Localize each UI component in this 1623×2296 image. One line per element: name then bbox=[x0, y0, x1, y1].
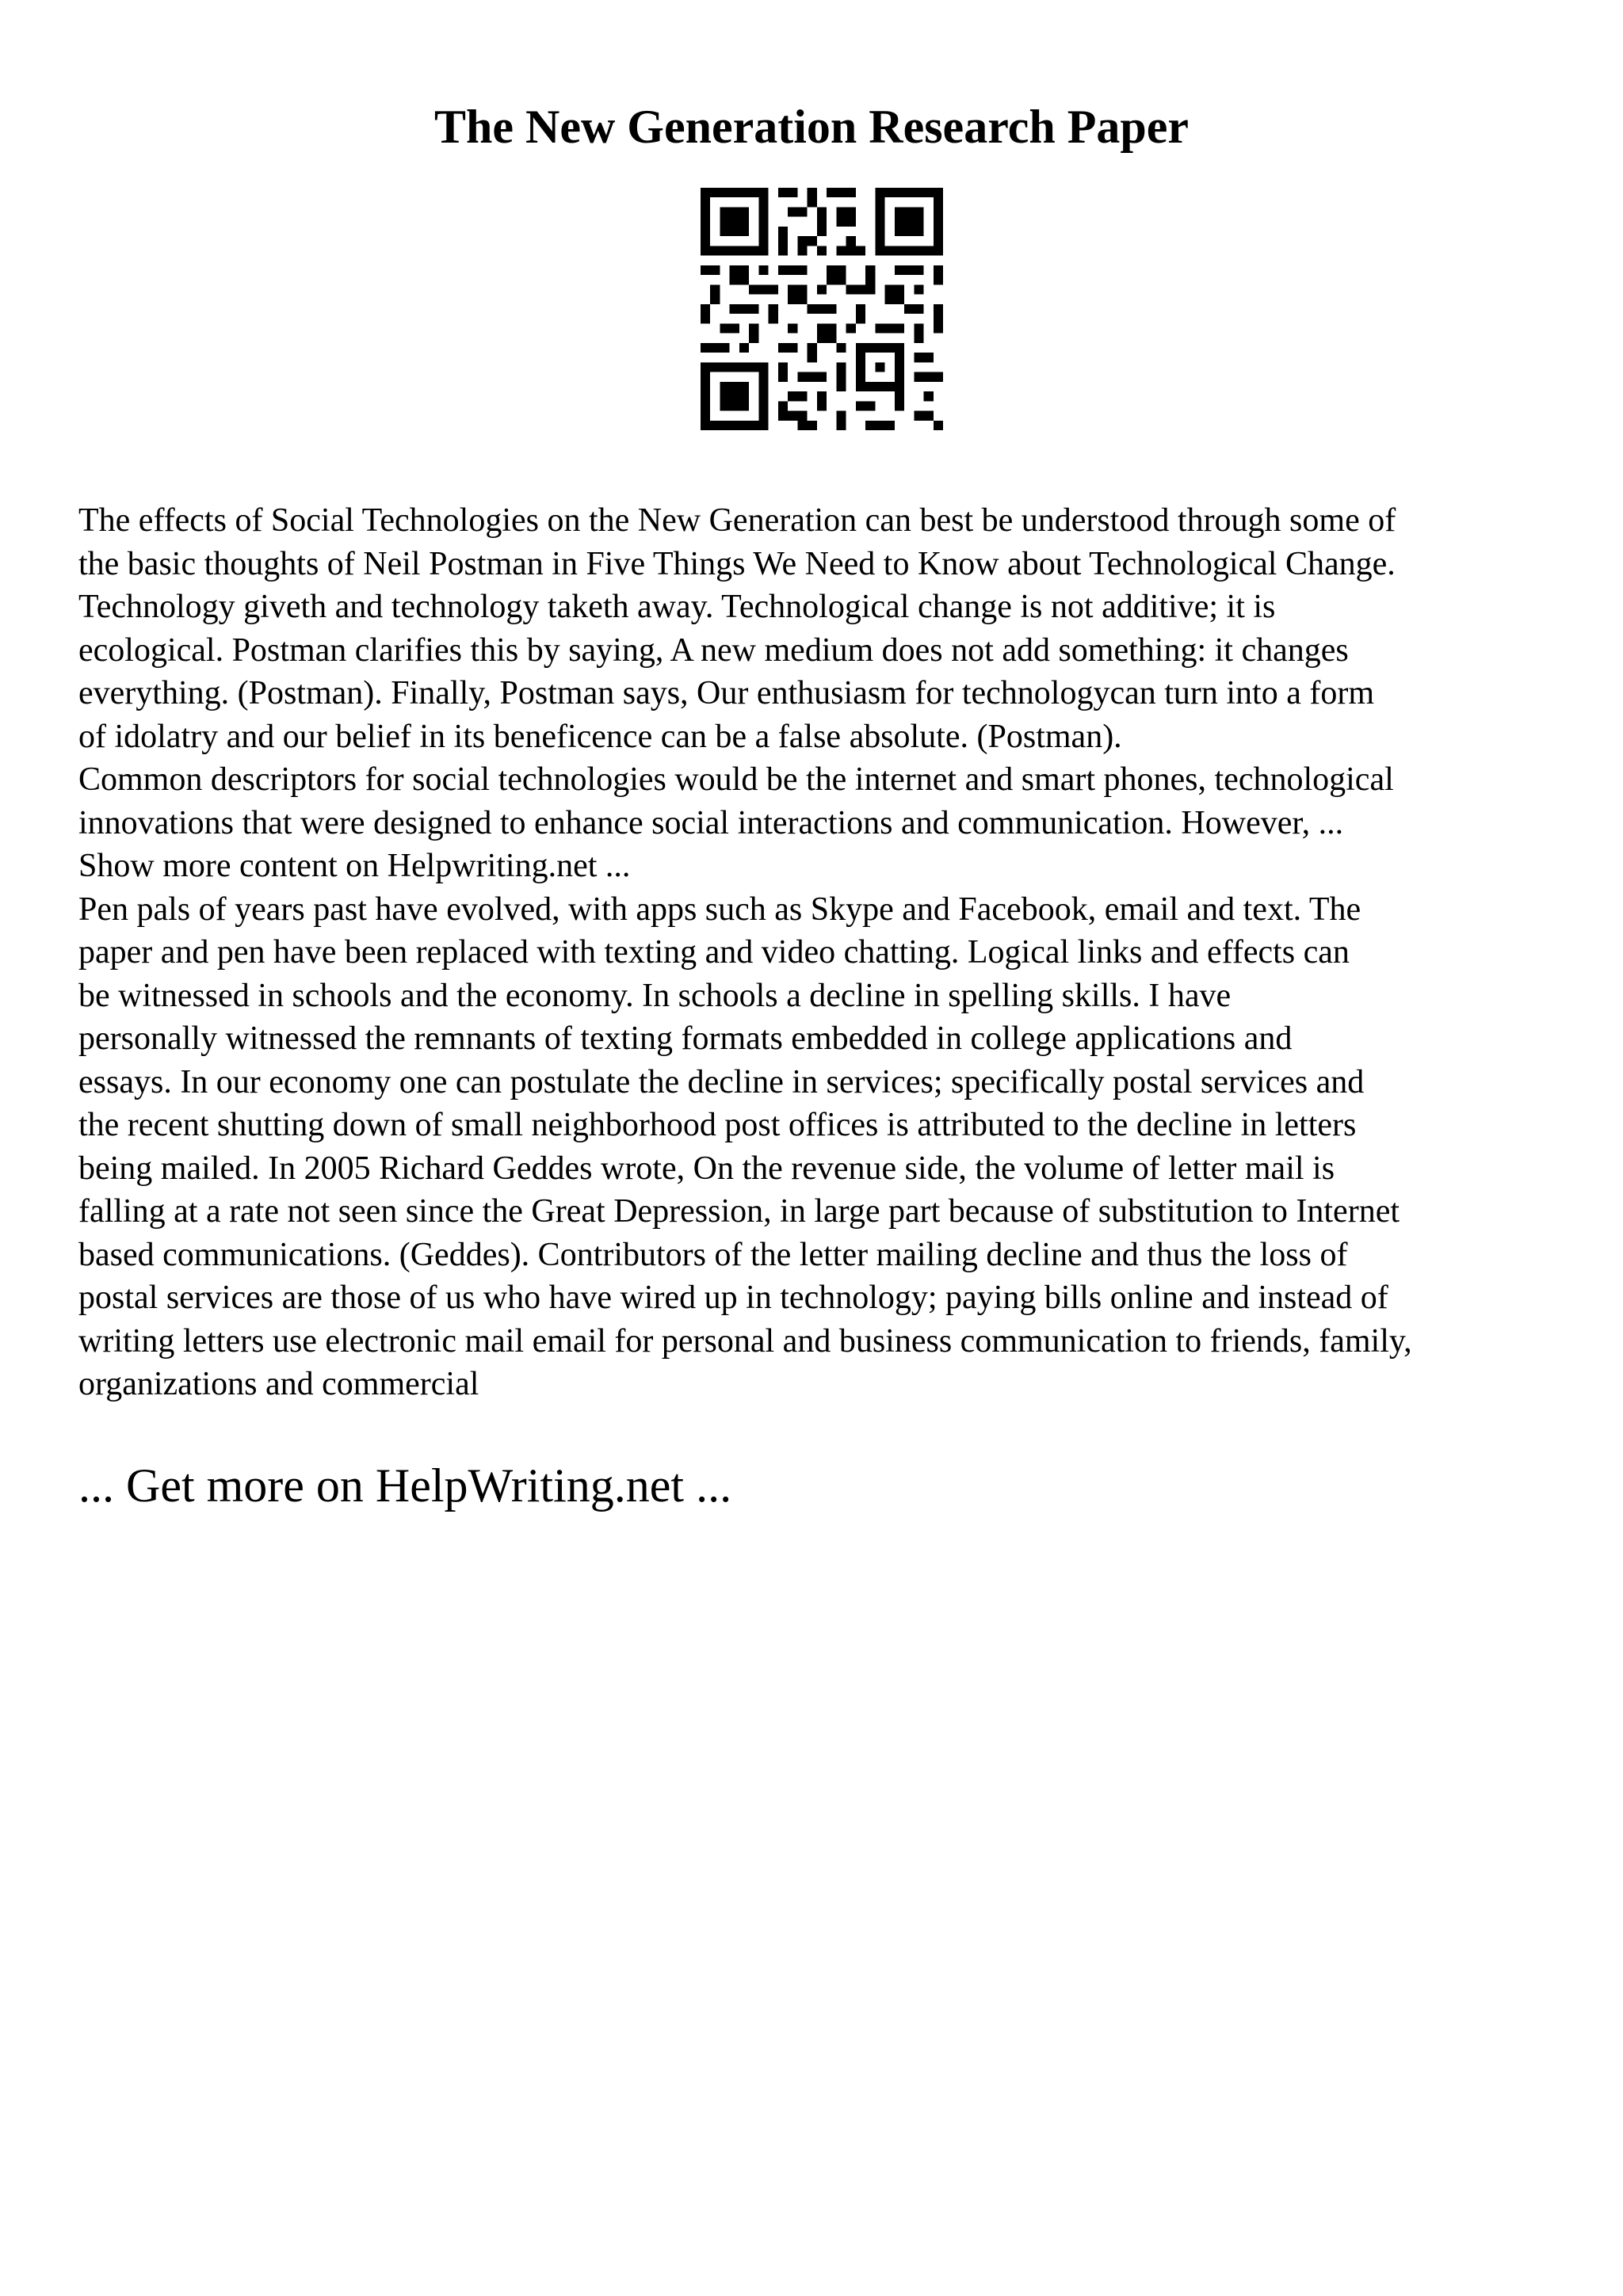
text-line: personally witnessed the remnants of texting formats embedded in college applications and bbox=[78, 1020, 1293, 1057]
text-line: The effects of Social Technologies on the New Generation can best be understood through some of bbox=[78, 502, 1396, 539]
text-line: postal services are those of us who have wired up in technology; paying bills online and instead of bbox=[78, 1280, 1388, 1316]
text-line: essays. In our economy one can postulate the decline in services; specifically postal services and bbox=[78, 1063, 1365, 1100]
qr-code-icon bbox=[701, 188, 943, 430]
text-line: the basic thoughts of Neil Postman in Five Things We Need to Know about Technological Change. bbox=[78, 545, 1396, 582]
body-text bbox=[78, 499, 1576, 1406]
text-line: ecological. Postman clarifies this by saying, A new medium does not add something: it changes bbox=[78, 631, 1349, 669]
text-line: Common descriptors for social technologies would be the internet and smart phones, technological bbox=[78, 761, 1394, 798]
text-line: falling at a rate not seen since the Great Depression, in large part because of substitution to Internet bbox=[78, 1193, 1400, 1230]
text-line: Pen pals of years past have evolved, with apps such as Skype and Facebook, email and text. The bbox=[78, 891, 1361, 928]
get-more-link[interactable]: ... Get more on HelpWriting.net ... bbox=[78, 1459, 732, 1512]
text-line: be witnessed in schools and the economy. In schools a decline in spelling skills. I have bbox=[78, 977, 1232, 1014]
text-line: of idolatry and our belief in its beneficence can be a false absolute. (Postman). bbox=[78, 718, 1122, 755]
text-line: paper and pen have been replaced with texting and video chatting. Logical links and effects can bbox=[78, 934, 1350, 971]
page-title: The New Generation Research Paper bbox=[433, 101, 1190, 153]
text-line: the recent shutting down of small neighborhood post offices is attributed to the decline in letters bbox=[78, 1107, 1357, 1143]
text-line: innovations that were designed to enhance social interactions and communication. However, ... bbox=[78, 804, 1344, 841]
text-line: writing letters use electronic mail email for personal and business communication to friends, family, bbox=[78, 1322, 1412, 1360]
text-line: based communications. (Geddes). Contributors of the letter mailing decline and thus the loss of bbox=[78, 1236, 1348, 1273]
text-line: Technology giveth and technology taketh away. Technological change is not additive; it is bbox=[78, 589, 1276, 625]
text-line: organizations and commercial bbox=[78, 1366, 479, 1402]
text-line: everything. (Postman). Finally, Postman says, Our enthusiasm for technologycan turn into a form bbox=[78, 675, 1375, 711]
show-more-link[interactable]: Show more content on Helpwriting.net ... bbox=[78, 848, 631, 884]
text-line: being mailed. In 2005 Richard Geddes wrote, On the revenue side, the volume of letter mail is bbox=[78, 1150, 1335, 1187]
